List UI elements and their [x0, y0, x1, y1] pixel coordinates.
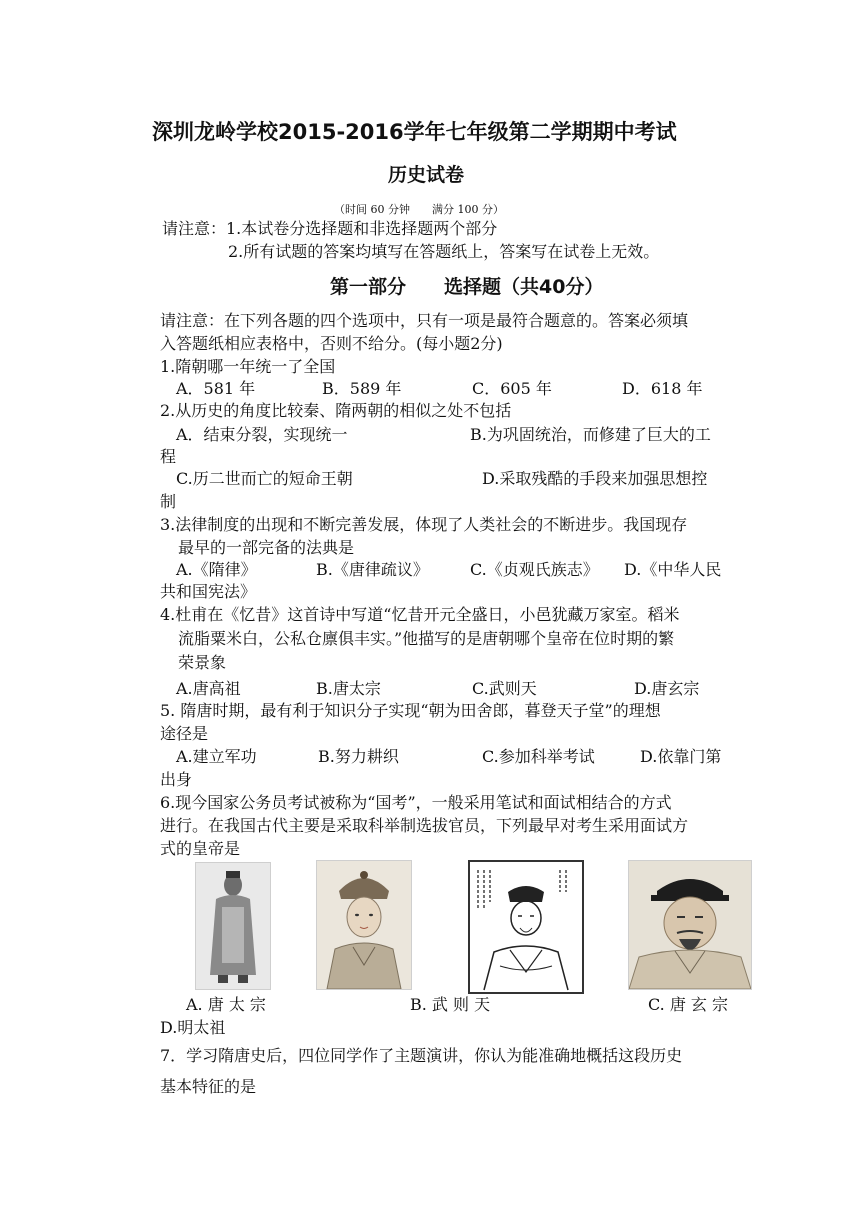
question-3-stem-2: 最早的一部完备的法典是: [178, 538, 355, 557]
q4-option-b: B.唐太宗: [316, 679, 381, 698]
q5-option-a: A.建立军功: [176, 747, 257, 766]
q5-option-c: C.参加科举考试: [482, 747, 595, 766]
question-6-stem-2: 进行。在我国古代主要是采取科举制选拔官员，下列最早对考生采用面试方: [160, 816, 689, 835]
section-instruction-1: 请注意：在下列各题的四个选项中，只有一项是最符合题意的。答案必须填: [160, 311, 689, 330]
standing-figure-icon: [195, 862, 271, 990]
q2-option-b: B.为巩固统治，而修建了巨大的工: [470, 425, 711, 444]
q4-option-d: D.唐玄宗: [634, 679, 700, 698]
q4-option-c: C.武则天: [472, 679, 537, 698]
q3-option-b: B.《唐律疏议》: [316, 560, 429, 579]
q2-option-b-cont: 程: [160, 447, 177, 466]
line-portrait-icon: [468, 860, 584, 994]
q2-option-a: A．结束分裂，实现统一: [176, 425, 348, 444]
q1-option-b: B．589 年: [322, 379, 402, 398]
q3-option-d: D.《中华人民: [624, 560, 722, 579]
question-5-stem-2: 途径是: [160, 724, 209, 743]
q5-option-b: B.努力耕织: [318, 747, 399, 766]
question-3-stem-1: 3.法律制度的出现和不断完善发展，体现了人类社会的不断进步。我国现存: [160, 515, 688, 534]
time-note: （时间 60 分钟 满分 100 分）: [334, 203, 504, 216]
section-heading: 第一部分 选择题（共40分）: [330, 276, 604, 298]
q2-option-d-cont: 制: [160, 492, 177, 511]
q5-option-d-cont: 出身: [160, 770, 193, 789]
q1-option-a: A．581 年: [176, 379, 256, 398]
q6-option-a: A. 唐 太 宗: [186, 995, 266, 1014]
question-7-stem-1: 7．学习隋唐史后，四位同学作了主题演讲，你认为能准确地概括这段历史: [160, 1046, 683, 1065]
question-4-stem-2: 流脂粟米白，公私仓廪俱丰实。”他描写的是唐朝哪个皇帝在位时期的繁: [178, 629, 675, 648]
question-6-stem-3: 式的皇帝是: [160, 839, 241, 858]
notice-line-2: 2.所有试题的答案均填写在答题纸上，答案写在试卷上无效。: [228, 242, 660, 261]
q5-option-d: D.依靠门第: [640, 747, 722, 766]
question-4-stem-1: 4.杜甫在《忆昔》这首诗中写道“忆昔开元全盛日，小邑犹藏万家室。稻米: [160, 605, 680, 624]
q3-option-c: C.《贞观氏族志》: [470, 560, 599, 579]
q3-option-d-cont: 共和国宪法》: [160, 582, 257, 601]
bearded-emperor-icon: [628, 860, 752, 990]
q1-option-c: C．605 年: [472, 379, 552, 398]
q3-option-a: A.《隋律》: [176, 560, 257, 579]
question-1-stem: 1.隋朝哪一年统一了全国: [160, 357, 336, 376]
exam-subtitle: 历史试卷: [388, 164, 465, 186]
q1-option-d: D．618 年: [622, 379, 703, 398]
q2-option-c: C.历二世而亡的短命王朝: [176, 469, 353, 488]
question-2-stem: 2.从历史的角度比较秦、隋两朝的相似之处不包括: [160, 401, 512, 420]
question-4-stem-3: 荣景象: [178, 653, 227, 672]
q6-option-d: D.明太祖: [160, 1018, 226, 1037]
q6-option-b: B. 武 则 天: [410, 995, 491, 1014]
question-7-stem-2: 基本特征的是: [160, 1077, 257, 1096]
section-instruction-2: 入答题纸相应表格中，否则不给分。(每小题2分): [160, 334, 503, 353]
q6-option-c: C. 唐 玄 宗: [648, 995, 729, 1014]
q4-option-a: A.唐高祖: [176, 679, 241, 698]
notice-line-1: 请注意：1.本试卷分选择题和非选择题两个部分: [162, 219, 498, 238]
question-5-stem-1: 5. 隋唐时期，最有利于知识分子实现“朝为田舍郎，暮登天子堂”的理想: [160, 701, 661, 720]
question-6-stem-1: 6.现今国家公务员考试被称为“国考”，一般采用笔试和面试相结合的方式: [160, 793, 672, 812]
q2-option-d: D.采取残酷的手段来加强思想控: [482, 469, 708, 488]
exam-title: 深圳龙岭学校2015-2016学年七年级第二学期期中考试: [152, 120, 677, 144]
empress-icon: [316, 860, 412, 990]
